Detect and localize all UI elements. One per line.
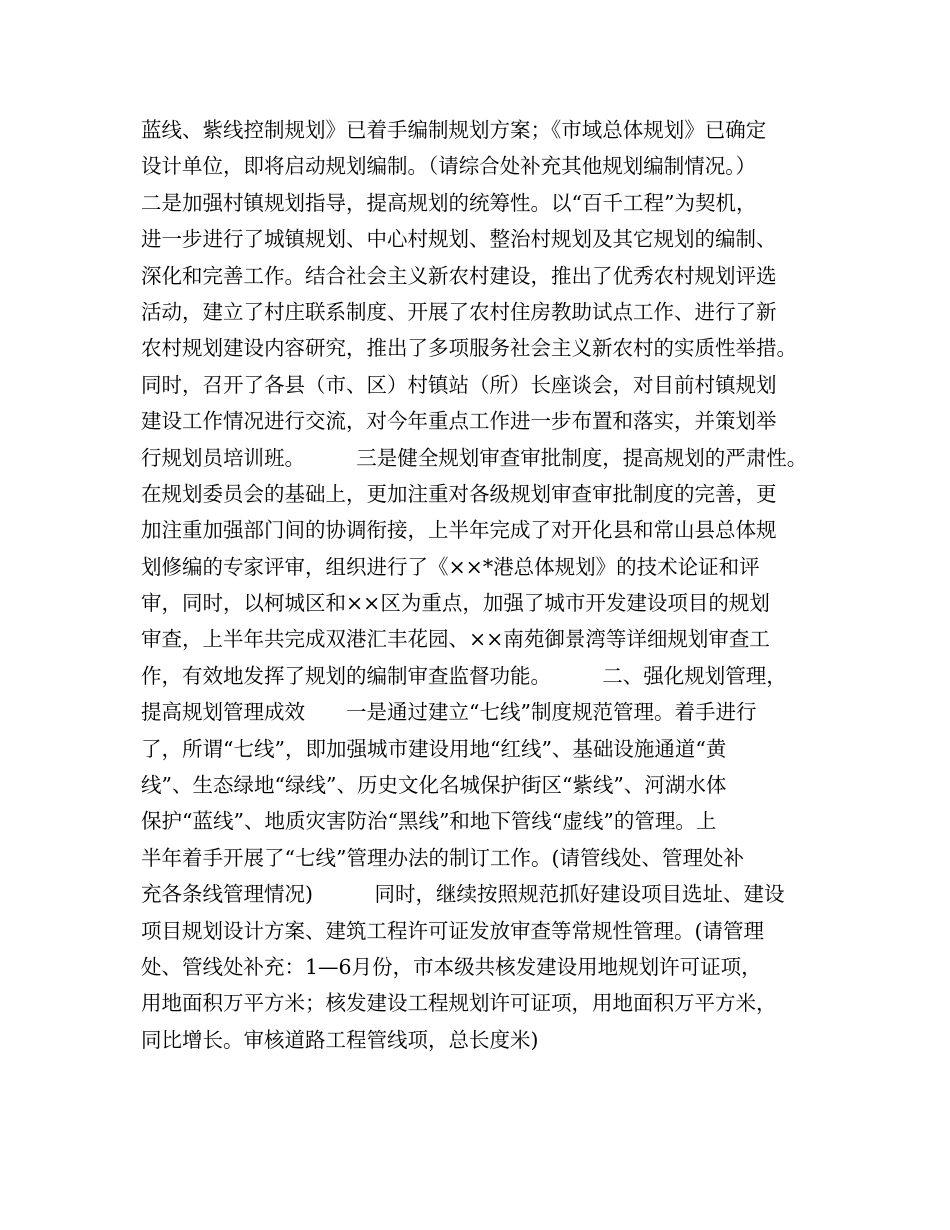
body-text — [141, 112, 841, 1058]
text-line: 深化和完善工作。结合社会主义新农村建设，推出了优秀农村规划评选 — [141, 263, 777, 288]
text-line: 了，所谓“七线”，即加强城市建设用地“红线”、基础设施通道“黄 — [141, 736, 727, 761]
text-line: 同时，召开了各县（市、区）村镇站（所）长座谈会，对目前村镇规划 — [141, 372, 777, 397]
text-line: 审，同时，以柯城区和××区为重点，加强了城市开发建设项目的规划 — [141, 591, 770, 616]
text-line: 在规划委员会的基础上，更加注重对各级规划审查审批制度的完善，更 — [141, 481, 777, 506]
text-line: 保护“蓝线”、地质灾害防治“黑线”和地下管线“虚线”的管理。上 — [141, 809, 717, 834]
text-line: 同比增长。审核道路工程管线项，总长度米) — [141, 1027, 539, 1052]
text-line: 划修编的专家评审，组织进行了《××*港总体规划》的技术论证和评 — [141, 554, 760, 579]
text-line: 二是加强村镇规划指导，提高规划的统筹性。以“百千工程”为契机， — [141, 190, 757, 215]
text-line: 提高规划管理成效 一是通过建立“七线”制度规范管理。着手进行 — [141, 700, 757, 725]
text-line: 充各条线管理情况) 同时，继续按照规范抓好建设项目选址、建设 — [141, 882, 785, 907]
text-line: 线”、生态绿地“绿线”、历史文化名城保护街区“紫线”、河湖水体 — [141, 773, 727, 798]
text-line: 蓝线、紫线控制规划》已着手编制规划方案；《市域总体规划》已确定 — [141, 118, 767, 142]
text-line: 建设工作情况进行交流，对今年重点工作进一步布置和落实，并策划举 — [141, 409, 777, 434]
text-line: 作，有效地发挥了规划的编制审查监督功能。 二、强化规划管理， — [141, 663, 787, 688]
text-line: 设计单位，即将启动规划编制。（请综合处补充其他规划编制情况。） — [141, 154, 756, 179]
text-line: 行规划员培训班。 三是健全规划审查审批制度，提高规划的严肃性。 — [141, 445, 808, 470]
text-line: 审查，上半年共完成双港汇丰花园、××南苑御景湾等详细规划审查工 — [141, 627, 770, 652]
text-line: 半年着手开展了“七线”管理办法的制订工作。(请管线处、管理处补 — [141, 845, 744, 870]
text-line: 项目规划设计方案、建筑工程许可证发放审查等常规性管理。(请管理 — [141, 918, 764, 943]
text-line: 活动，建立了村庄联系制度、开展了农村住房教助试点工作、进行了新 — [141, 299, 777, 324]
text-line: 农村规划建设内容研究，推出了多项服务社会主义新农村的实质性举措。 — [141, 336, 797, 361]
text-line: 加注重加强部门间的协调衔接，上半年完成了对开化县和常山县总体规 — [141, 518, 777, 543]
text-line: 用地面积万平方米；核发建设工程规划许可证项，用地面积万平方米， — [141, 991, 777, 1016]
text-line: 处、管线处补充：1—6月份，市本级共核发建设用地规划许可证项， — [141, 954, 762, 979]
text-line: 进一步进行了城镇规划、中心村规划、整治村规划及其它规划的编制、 — [141, 227, 777, 252]
